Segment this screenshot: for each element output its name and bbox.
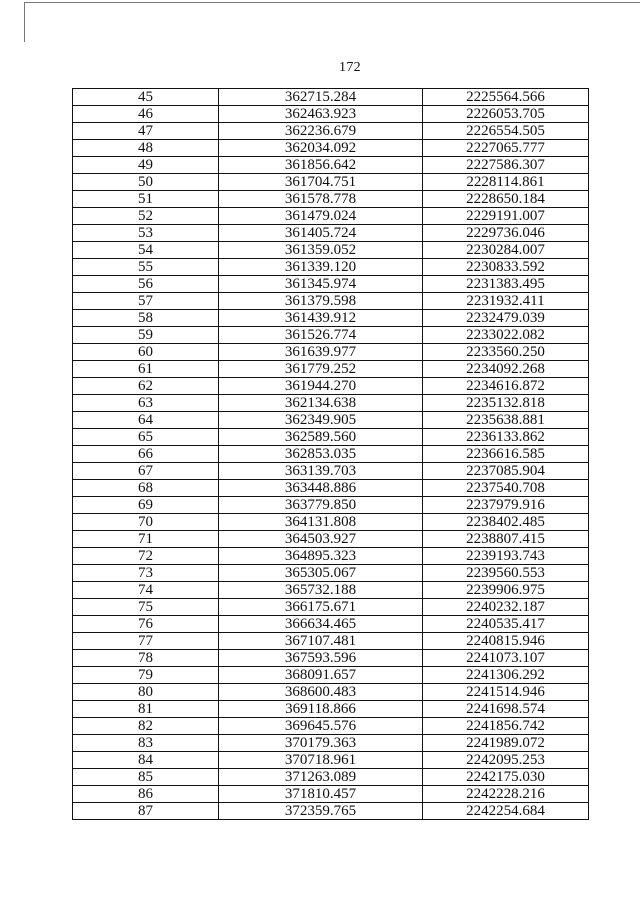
point-number-cell: 49 [73, 157, 219, 174]
point-number-cell: 55 [73, 259, 219, 276]
x-coordinate-cell: 362236.679 [219, 123, 423, 140]
x-coordinate-cell: 361479.024 [219, 208, 423, 225]
table-row [73, 480, 589, 497]
x-coordinate-cell: 361639.977 [219, 344, 423, 361]
y-coordinate-cell: 2242175.030 [423, 769, 589, 786]
y-coordinate-cell: 2226053.705 [423, 106, 589, 123]
point-number-cell: 53 [73, 225, 219, 242]
x-coordinate-cell: 361379.598 [219, 293, 423, 310]
y-coordinate-cell: 2238807.415 [423, 531, 589, 548]
table-row [73, 582, 589, 599]
point-number-cell: 87 [73, 803, 219, 820]
point-number-cell: 51 [73, 191, 219, 208]
x-coordinate-cell: 361704.751 [219, 174, 423, 191]
table-row [73, 259, 589, 276]
x-coordinate-cell: 361345.974 [219, 276, 423, 293]
y-coordinate-cell: 2233022.082 [423, 327, 589, 344]
table-row [73, 531, 589, 548]
table-row [73, 89, 589, 106]
point-number-cell: 50 [73, 174, 219, 191]
x-coordinate-cell: 361339.120 [219, 259, 423, 276]
x-coordinate-cell: 369645.576 [219, 718, 423, 735]
y-coordinate-cell: 2242228.216 [423, 786, 589, 803]
y-coordinate-cell: 2228114.861 [423, 174, 589, 191]
y-coordinate-cell: 2239560.553 [423, 565, 589, 582]
point-number-cell: 58 [73, 310, 219, 327]
x-coordinate-cell: 361405.724 [219, 225, 423, 242]
x-coordinate-cell: 362853.035 [219, 446, 423, 463]
x-coordinate-cell: 370179.363 [219, 735, 423, 752]
y-coordinate-cell: 2241306.292 [423, 667, 589, 684]
table-row [73, 548, 589, 565]
page-number: 172 [339, 60, 361, 75]
point-number-cell: 73 [73, 565, 219, 582]
x-coordinate-cell: 366634.465 [219, 616, 423, 633]
x-coordinate-cell: 361856.642 [219, 157, 423, 174]
y-coordinate-cell: 2229736.046 [423, 225, 589, 242]
point-number-cell: 57 [73, 293, 219, 310]
x-coordinate-cell: 362715.284 [219, 89, 423, 106]
x-coordinate-cell: 363779.850 [219, 497, 423, 514]
y-coordinate-cell: 2234616.872 [423, 378, 589, 395]
table-row [73, 106, 589, 123]
table-row [73, 327, 589, 344]
x-coordinate-cell: 365305.067 [219, 565, 423, 582]
table-row [73, 225, 589, 242]
y-coordinate-cell: 2240535.417 [423, 616, 589, 633]
table-row [73, 395, 589, 412]
x-coordinate-cell: 362034.092 [219, 140, 423, 157]
x-coordinate-cell: 361578.778 [219, 191, 423, 208]
y-coordinate-cell: 2240815.946 [423, 633, 589, 650]
point-number-cell: 70 [73, 514, 219, 531]
point-number-cell: 62 [73, 378, 219, 395]
point-number-cell: 61 [73, 361, 219, 378]
table-row [73, 429, 589, 446]
y-coordinate-cell: 2229191.007 [423, 208, 589, 225]
y-coordinate-cell: 2236133.862 [423, 429, 589, 446]
point-number-cell: 52 [73, 208, 219, 225]
y-coordinate-cell: 2225564.566 [423, 89, 589, 106]
y-coordinate-cell: 2236616.585 [423, 446, 589, 463]
point-number-cell: 46 [73, 106, 219, 123]
y-coordinate-cell: 2228650.184 [423, 191, 589, 208]
x-coordinate-cell: 369118.866 [219, 701, 423, 718]
y-coordinate-cell: 2232479.039 [423, 310, 589, 327]
x-coordinate-cell: 363448.886 [219, 480, 423, 497]
table-row [73, 123, 589, 140]
x-coordinate-cell: 362349.905 [219, 412, 423, 429]
table-row [73, 565, 589, 582]
point-number-cell: 80 [73, 684, 219, 701]
point-number-cell: 45 [73, 89, 219, 106]
point-number-cell: 78 [73, 650, 219, 667]
table-row [73, 446, 589, 463]
x-coordinate-cell: 361944.270 [219, 378, 423, 395]
x-coordinate-cell: 361779.252 [219, 361, 423, 378]
point-number-cell: 65 [73, 429, 219, 446]
table-row [73, 463, 589, 480]
point-number-cell: 66 [73, 446, 219, 463]
y-coordinate-cell: 2242095.253 [423, 752, 589, 769]
point-number-cell: 60 [73, 344, 219, 361]
table-row [73, 633, 589, 650]
table-row [73, 293, 589, 310]
table-row [73, 276, 589, 293]
x-coordinate-cell: 364503.927 [219, 531, 423, 548]
x-coordinate-cell: 365732.188 [219, 582, 423, 599]
y-coordinate-cell: 2227065.777 [423, 140, 589, 157]
table-row [73, 157, 589, 174]
y-coordinate-cell: 2241989.072 [423, 735, 589, 752]
point-number-cell: 85 [73, 769, 219, 786]
table-row [73, 803, 589, 820]
table-row [73, 378, 589, 395]
point-number-cell: 74 [73, 582, 219, 599]
table-row [73, 650, 589, 667]
point-number-cell: 69 [73, 497, 219, 514]
point-number-cell: 47 [73, 123, 219, 140]
point-number-cell: 84 [73, 752, 219, 769]
point-number-cell: 86 [73, 786, 219, 803]
y-coordinate-cell: 2239193.743 [423, 548, 589, 565]
point-number-cell: 68 [73, 480, 219, 497]
x-coordinate-cell: 361526.774 [219, 327, 423, 344]
point-number-cell: 67 [73, 463, 219, 480]
table-row [73, 497, 589, 514]
table-row [73, 735, 589, 752]
table-row [73, 616, 589, 633]
x-coordinate-cell: 362463.923 [219, 106, 423, 123]
table-row [73, 361, 589, 378]
y-coordinate-cell: 2238402.485 [423, 514, 589, 531]
point-number-cell: 75 [73, 599, 219, 616]
y-coordinate-cell: 2237085.904 [423, 463, 589, 480]
table-row [73, 344, 589, 361]
coordinates-table-body [73, 89, 589, 820]
y-coordinate-cell: 2242254.684 [423, 803, 589, 820]
y-coordinate-cell: 2230833.592 [423, 259, 589, 276]
y-coordinate-cell: 2241856.742 [423, 718, 589, 735]
y-coordinate-cell: 2241073.107 [423, 650, 589, 667]
x-coordinate-cell: 368600.483 [219, 684, 423, 701]
point-number-cell: 64 [73, 412, 219, 429]
y-coordinate-cell: 2230284.007 [423, 242, 589, 259]
y-coordinate-cell: 2237540.708 [423, 480, 589, 497]
table-row [73, 786, 589, 803]
y-coordinate-cell: 2241514.946 [423, 684, 589, 701]
point-number-cell: 76 [73, 616, 219, 633]
table-row [73, 684, 589, 701]
table-row [73, 310, 589, 327]
y-coordinate-cell: 2226554.505 [423, 123, 589, 140]
point-number-cell: 82 [73, 718, 219, 735]
point-number-cell: 59 [73, 327, 219, 344]
y-coordinate-cell: 2240232.187 [423, 599, 589, 616]
x-coordinate-cell: 366175.671 [219, 599, 423, 616]
table-row [73, 599, 589, 616]
x-coordinate-cell: 372359.765 [219, 803, 423, 820]
point-number-cell: 72 [73, 548, 219, 565]
table-row [73, 514, 589, 531]
x-coordinate-cell: 364895.323 [219, 548, 423, 565]
table-row [73, 667, 589, 684]
y-coordinate-cell: 2233560.250 [423, 344, 589, 361]
x-coordinate-cell: 361439.912 [219, 310, 423, 327]
x-coordinate-cell: 363139.703 [219, 463, 423, 480]
x-coordinate-cell: 364131.808 [219, 514, 423, 531]
table-row [73, 242, 589, 259]
table-row [73, 718, 589, 735]
y-coordinate-cell: 2231932.411 [423, 293, 589, 310]
y-coordinate-cell: 2241698.574 [423, 701, 589, 718]
x-coordinate-cell: 371263.089 [219, 769, 423, 786]
table-row [73, 191, 589, 208]
point-number-cell: 77 [73, 633, 219, 650]
y-coordinate-cell: 2227586.307 [423, 157, 589, 174]
x-coordinate-cell: 367593.596 [219, 650, 423, 667]
table-row [73, 701, 589, 718]
x-coordinate-cell: 367107.481 [219, 633, 423, 650]
table-row [73, 752, 589, 769]
point-number-cell: 83 [73, 735, 219, 752]
y-coordinate-cell: 2237979.916 [423, 497, 589, 514]
scan-left-edge-line [24, 2, 25, 42]
x-coordinate-cell: 362589.560 [219, 429, 423, 446]
point-number-cell: 71 [73, 531, 219, 548]
y-coordinate-cell: 2231383.495 [423, 276, 589, 293]
point-number-cell: 56 [73, 276, 219, 293]
table-row [73, 140, 589, 157]
y-coordinate-cell: 2239906.975 [423, 582, 589, 599]
x-coordinate-cell: 371810.457 [219, 786, 423, 803]
point-number-cell: 63 [73, 395, 219, 412]
table-row [73, 174, 589, 191]
x-coordinate-cell: 370718.961 [219, 752, 423, 769]
point-number-cell: 81 [73, 701, 219, 718]
y-coordinate-cell: 2235638.881 [423, 412, 589, 429]
table-row [73, 412, 589, 429]
point-number-cell: 48 [73, 140, 219, 157]
x-coordinate-cell: 368091.657 [219, 667, 423, 684]
scan-top-edge-line [24, 2, 640, 3]
point-number-cell: 54 [73, 242, 219, 259]
point-number-cell: 79 [73, 667, 219, 684]
x-coordinate-cell: 362134.638 [219, 395, 423, 412]
table-row [73, 769, 589, 786]
y-coordinate-cell: 2235132.818 [423, 395, 589, 412]
y-coordinate-cell: 2234092.268 [423, 361, 589, 378]
coordinates-table [72, 88, 589, 820]
table-row [73, 208, 589, 225]
x-coordinate-cell: 361359.052 [219, 242, 423, 259]
